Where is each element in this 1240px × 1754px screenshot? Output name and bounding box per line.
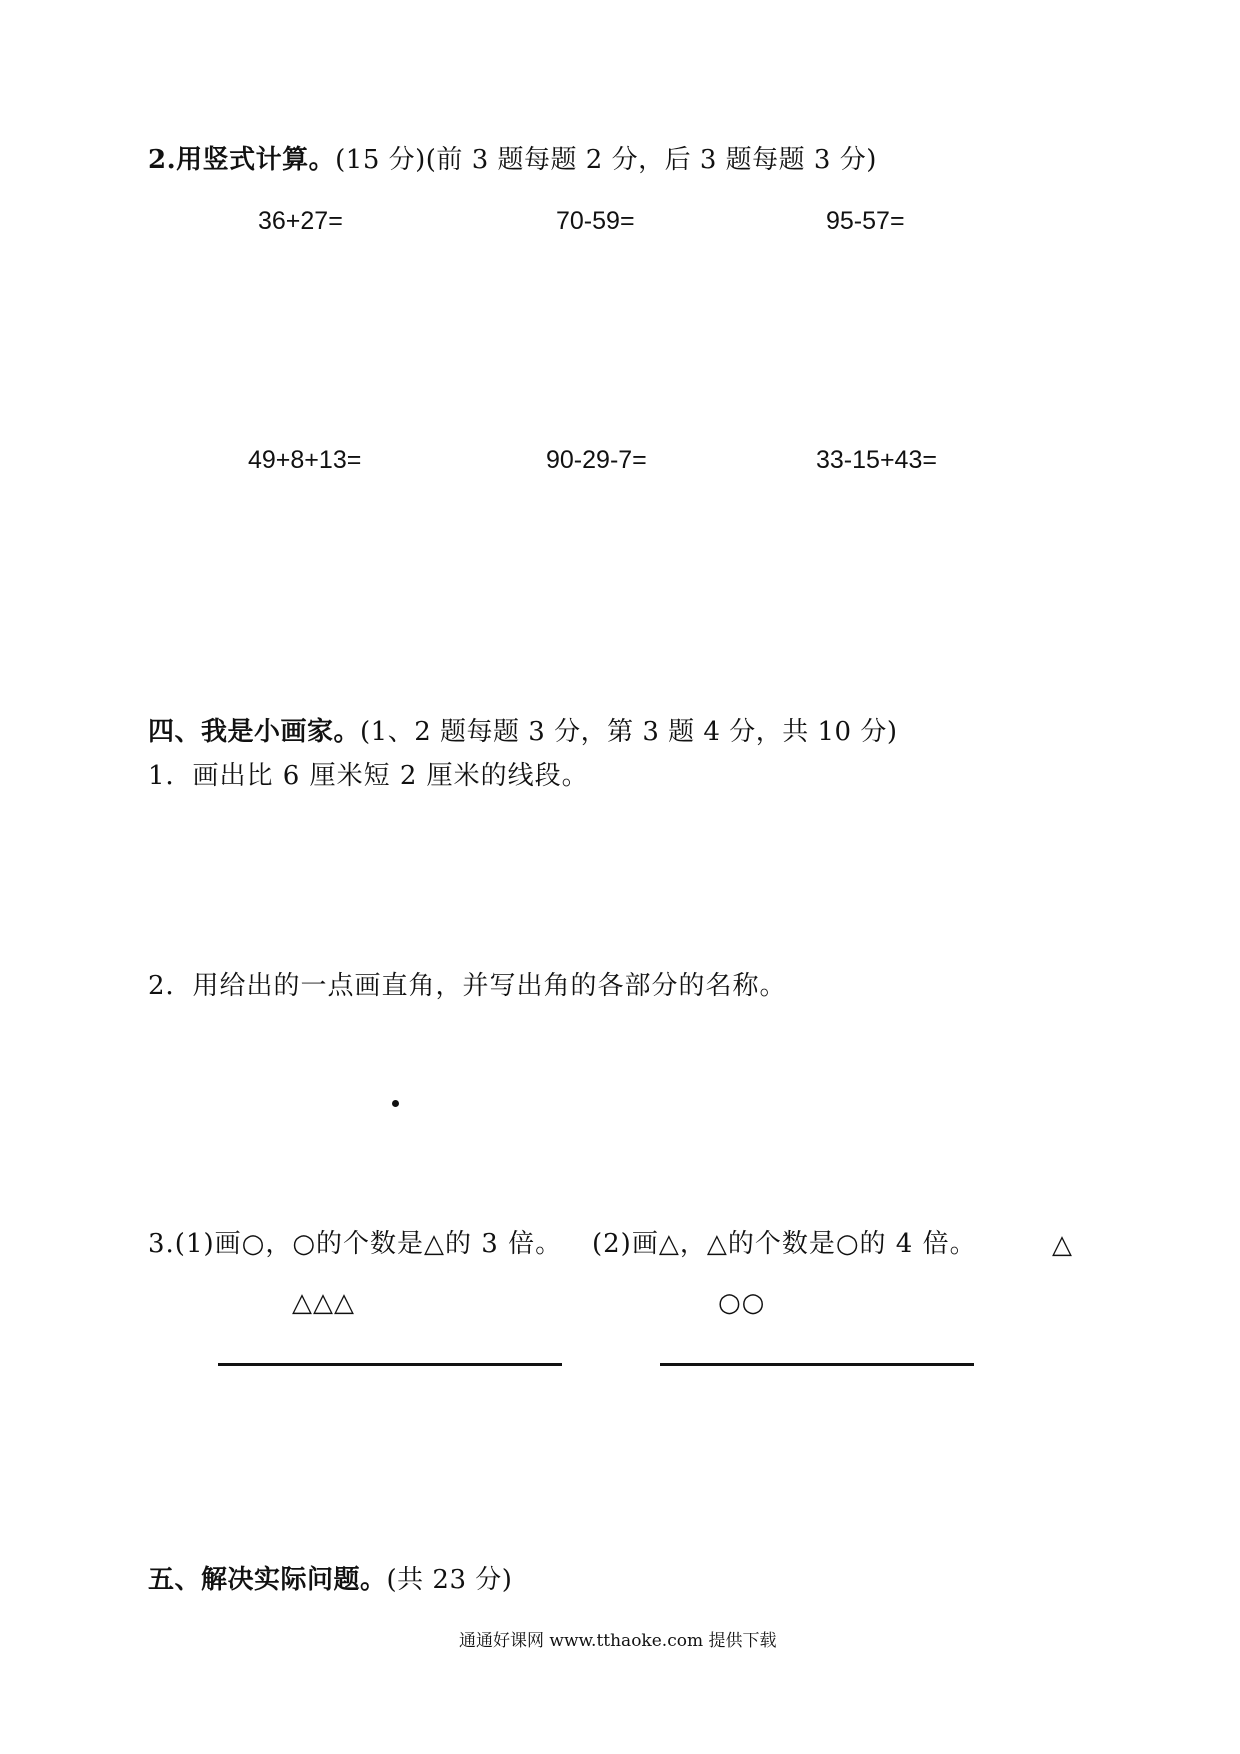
given-circles: ○○ <box>718 1288 766 1318</box>
section-five-heading-rest: (共 23 分) <box>386 1565 513 1595</box>
given-triangles: △△△ <box>292 1288 355 1318</box>
section-four-heading <box>148 716 897 748</box>
calc-problem: 33-15+43= <box>816 446 937 474</box>
answer-line-right <box>660 1363 974 1366</box>
question-3-part2: (2)画△，△的个数是○的 4 倍。 <box>592 1229 977 1259</box>
question-1: 1．画出比 6 厘米短 2 厘米的线段。 <box>148 761 589 791</box>
calc-problem: 95-57= <box>826 207 905 235</box>
vertical-calc-heading-rest: (15 分)(前 3 题每题 2 分，后 3 题每题 3 分) <box>335 145 877 175</box>
calc-problem: 70-59= <box>556 207 635 235</box>
footer-text: 通通好课网 www.tthaoke.com 提供下载 <box>459 1631 777 1651</box>
calc-problem: 36+27= <box>258 207 343 235</box>
answer-line-left <box>218 1363 562 1366</box>
section-four-heading-rest: (1、2 题每题 3 分，第 3 题 4 分，共 10 分) <box>360 717 898 747</box>
section-five-heading <box>148 1564 512 1596</box>
vertical-calc-heading-bold: 2.用竖式计算。 <box>148 145 336 175</box>
calc-problem: 90-29-7= <box>546 446 647 474</box>
question-2: 2．用给出的一点画直角，并写出角的各部分的名称。 <box>148 971 787 1001</box>
section-four-heading-bold: 四、我是小画家。 <box>148 717 361 747</box>
calc-problem: 49+8+13= <box>248 446 362 474</box>
given-point <box>392 1100 399 1107</box>
triangle-shape: △ <box>1052 1230 1073 1260</box>
vertical-calc-heading <box>148 144 877 176</box>
question-3-part1: 3.(1)画○，○的个数是△的 3 倍。 <box>148 1229 563 1259</box>
section-five-heading-bold: 五、解决实际问题。 <box>148 1565 387 1595</box>
